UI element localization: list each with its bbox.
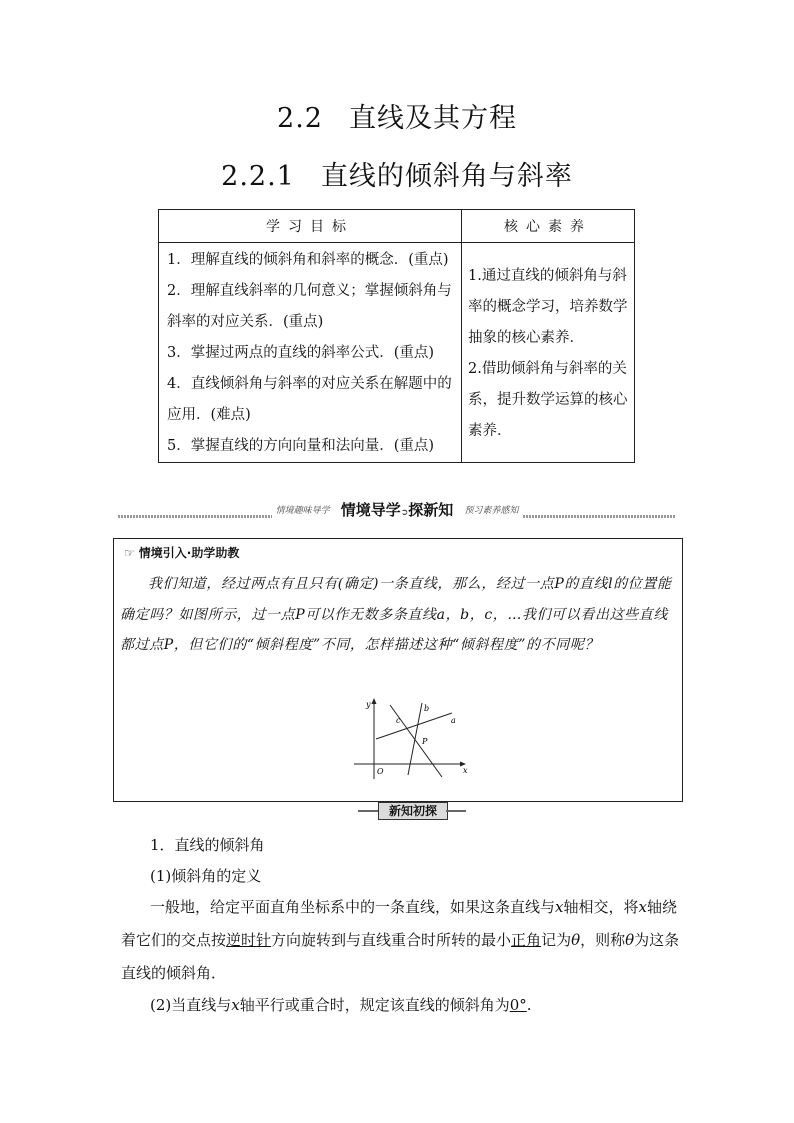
item-1-1-heading: (1)倾斜角的定义 — [150, 867, 262, 885]
point-label: P — [422, 737, 428, 746]
y-label: y — [366, 700, 371, 709]
positive-angle-term: 正角 — [511, 931, 542, 949]
zero-degree: 0° — [509, 996, 527, 1014]
origin-label: O — [377, 767, 384, 776]
item-1-2: (2)当直线与x轴平行或重合时，规定该直线的倾斜角为0°. — [150, 996, 532, 1014]
goal-item: 4．直线倾斜角与斜率的对应关系在解题中的应用．(难点) — [167, 376, 452, 423]
hand-icon: ☞ — [124, 546, 135, 560]
subsection-title — [0, 154, 794, 193]
literacy-header: 核心素养 — [462, 210, 635, 243]
line-c-label: c — [396, 716, 401, 725]
item-1-heading: 1．直线的倾斜角 — [150, 836, 265, 854]
lines-figure — [350, 697, 470, 783]
intro-paragraph: 我们知道，经过两点有且只有(确定)一条直线，那么，经过一点P的直线l的位置能确定吗？如图所示，过一点P可以作无数多条直线a，b，c，…我们可以看出这些直线都过点P，但它们的“倾斜程度”不同，怎样描述这种“倾斜程度”的不同呢？ — [120, 576, 672, 653]
definition-paragraph: 一般地，给定平面直角坐标系中的一条直线，如果这条直线与x轴相交，将x轴绕着它们的交点按逆时针方向旋转到与直线重合时所转的最小正角记为θ，则称θ为这条直线的倾斜角． — [121, 898, 680, 982]
subsection-title-text: 直线的倾斜角与斜率 — [320, 161, 573, 192]
literacy-item: 1.通过直线的倾斜角与斜率的概念学习，培养数学抽象的核心素养． — [468, 267, 628, 346]
goals-table — [158, 209, 635, 463]
line-b-label: b — [424, 704, 430, 713]
goals-cell — [159, 243, 462, 463]
y-axis-arrow — [372, 698, 377, 704]
banner-left-small: 情境趣味导学 — [275, 506, 330, 516]
literacy-cell — [462, 243, 635, 463]
line-a — [376, 713, 452, 739]
intro-heading: ☞ 情境引入·助学助教 — [124, 546, 240, 560]
section-banner — [118, 499, 676, 521]
banner-right-small: 预习素养感知 — [464, 506, 519, 516]
section-number: 2.2 — [277, 103, 323, 134]
section-title-text: 直线及其方程 — [348, 103, 517, 134]
goal-item: 3．掌握过两点的直线的斜率公式．(重点) — [167, 345, 435, 361]
line-a-label: a — [451, 716, 456, 725]
subsection-number: 2.2.1 — [221, 161, 295, 192]
ccw-term: 逆时针 — [226, 931, 272, 949]
literacy-item: 2.借助倾斜角与斜率的关系，提升数学运算的核心素养． — [468, 360, 628, 439]
goal-item: 1．理解直线的倾斜角和斜率的概念．(重点) — [167, 252, 449, 268]
new-section-banner — [358, 802, 466, 820]
intro-box — [113, 538, 683, 802]
goals-header: 学习目标 — [159, 210, 462, 243]
section-title — [0, 96, 794, 135]
x-label: x — [463, 766, 468, 775]
goal-item: 2．理解直线斜率的几何意义；掌握倾斜角与斜率的对应关系．(重点) — [167, 283, 452, 330]
new-section-label: 新知初探 — [378, 802, 448, 820]
banner-main-left: 情境导学➲探新知 — [340, 501, 454, 519]
arrow-icon: ➲ — [400, 508, 409, 518]
goal-item: 5．掌握直线的方向向量和法向量．(重点) — [167, 438, 435, 454]
